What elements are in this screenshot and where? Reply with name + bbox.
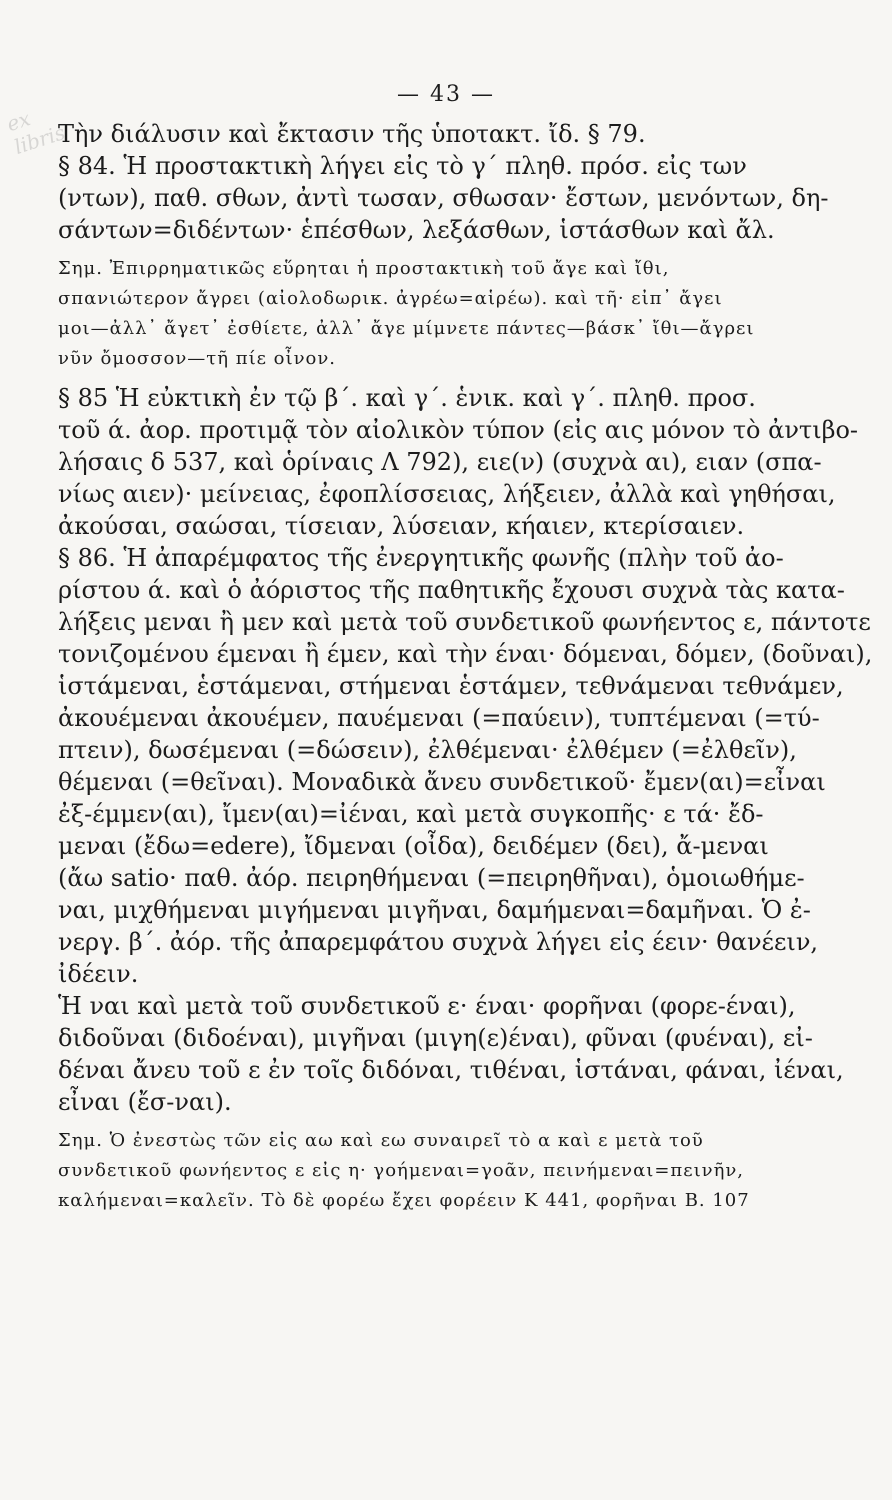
text-line: ρίστου ά. καὶ ὁ ἀόριστος τῆς παθητικῆς ἔχουσι συχνὰ τὰς κατα- <box>58 576 845 604</box>
text-line: θέμεναι (=θεῖναι). Μοναδικὰ ἄνευ συνδετικοῦ· ἔμεν(αι)=εἶναι <box>58 768 826 796</box>
text-block <box>58 118 873 1216</box>
note-line: συνδετικοῦ φωνήεντος ε εἰς η· γοήμεναι=γοᾶν, πεινήμεναι=πεινῆν, <box>58 1160 745 1181</box>
text-line: λήσαις δ 537, καὶ ὁρίναις Λ 792), ειε(ν) (συχνὰ αι), ειαν (σπα- <box>58 448 822 476</box>
note-line: νῦν ὄμοσσον—τῆ πίε οἶνον. <box>58 348 337 369</box>
text-line: § 85 Ἡ εὐκτικὴ ἐν τῷ β´. καὶ γ´. ἑνικ. καὶ γ´. πληθ. προσ. <box>58 384 756 412</box>
note-line: καλήμεναι=καλεῖν. Τὸ δὲ φορέω ἔχει φορέειν Κ 441, φορῆναι Β. 107 <box>58 1190 750 1211</box>
text-line: πτειν), δωσέμεναι (=δώσειν), ἐλθέμεναι· ἐλθέμεν (=ἐλθεῖν), <box>58 736 797 764</box>
text-line: νίως αιεν)· μείνειας, ἐφοπλίσσειας, λήξειεν, ἀλλὰ καὶ γηθήσαι, <box>58 480 836 508</box>
faint-library-stamp: ex libris <box>3 106 68 159</box>
note-84 <box>58 254 755 374</box>
page-number: — 43 — <box>397 82 495 107</box>
text-line: μεναι (ἔδω=edere), ἴδμεναι (οἶδα), δειδέμεν (δει), ἄ-μεναι <box>58 832 769 860</box>
text-line: δέναι ἄνευ τοῦ ε ἐν τοῖς διδόναι, τιθέναι, ἱστάναι, φάναι, ἰέναι, <box>58 1056 844 1084</box>
paragraph-86b <box>58 990 844 1118</box>
paragraph-84 <box>58 150 829 246</box>
text-line: σάντων=διδέντων· ἑπέσθων, λεξάσθων, ἱστάσθων καὶ ἄλ. <box>58 216 775 244</box>
text-line: τοῦ ά. ἀορ. προτιμᾷ τὸν αἰολικὸν τύπον (εἰς αις μόνον τὸ ἀντιβο- <box>58 416 859 444</box>
text-line: ἐξ-έμμεν(αι), ἴμεν(αι)=ἰέναι, καὶ μετὰ συγκοπῆς· ε τά· ἔδ- <box>58 800 764 828</box>
note-line: σπανιώτερον ἄγρει (αἰολοδωρικ. ἀγρέω=αἱρέω). καὶ τῆ· εἰπ᾽ ἄγει <box>58 288 723 309</box>
note-line: Σημ. Ὁ ἐνεστὼς τῶν εἰς αω καὶ εω συναιρεῖ τὸ α καὶ ε μετὰ τοῦ <box>58 1130 704 1151</box>
text-line: § 84. Ἡ προστακτικὴ λήγει εἰς τὸ γ´ πληθ. πρόσ. εἰς των <box>58 152 747 180</box>
text-line: (ἄω satio· παθ. ἀόρ. πειρηθήμεναι (=πειρηθῆναι), ὁμοιωθήμε- <box>58 864 805 892</box>
text-line: ἀκουέμεναι ἀκουέμεν, παυέμεναι (=παύειν), τυπτέμεναι (=τύ- <box>58 704 820 732</box>
text-line: ἱστάμεναι, ἑστάμεναι, στήμεναι ἑστάμεν, τεθνάμεναι τεθνάμεν, <box>58 672 844 700</box>
text-line: διδοῦναι (διδοέναι), μιγῆναι (μιγη(ε)έναι), φῦναι (φυέναι), εἰ- <box>58 1024 813 1052</box>
text-line: § 86. Ἡ ἀπαρέμφατος τῆς ἐνεργητικῆς φωνῆς (πλὴν τοῦ ἀο- <box>58 544 784 572</box>
paragraph-79 <box>58 118 748 150</box>
text-line: ναι, μιχθήμεναι μιγήμεναι μιγῆναι, δαμήμεναι=δαμῆναι. Ὁ ἐ- <box>58 896 811 924</box>
text-line: εἶναι (ἔσ-ναι). <box>58 1088 232 1116</box>
text-line: λήξεις μεναι ἢ μεν καὶ μετὰ τοῦ συνδετικοῦ φωνήεντος ε, πάντοτε <box>58 608 871 636</box>
note-line: Σημ. Ἐπιρρηματικῶς εὕρηται ἡ προστακτικὴ τοῦ ἄγε καὶ ἴθι, <box>58 258 670 279</box>
paragraph-86 <box>58 542 873 990</box>
paragraph-85 <box>58 382 859 542</box>
text-line: τονιζομένου έμεναι ἢ έμεν, καὶ τὴν έναι· δόμεναι, δόμεν, (δοῦναι), <box>58 640 873 668</box>
text-line: ἰδέειν. <box>58 960 139 988</box>
text-line: Ἡ ναι καὶ μετὰ τοῦ συνδετικοῦ ε· έναι· φορῆναι (φορε-έναι), <box>58 992 796 1020</box>
text-line: (ντων), παθ. σθων, ἀντὶ τωσαν, σθωσαν· ἔστων, μενόντων, δη- <box>58 184 829 212</box>
note-line: μοι—ἀλλ᾽ ἄγετ᾽ ἐσθίετε, ἀλλ᾽ ἄγε μίμνετε πάντες—βάσκ᾽ ἴθι—ἄγρει <box>58 318 755 339</box>
note-86 <box>58 1126 748 1216</box>
text-line: ἀκούσαι, σαώσαι, τίσειαν, λύσειαν, κήαιεν, κτερίσαιεν. <box>58 512 745 540</box>
text-line: Τὴν διάλυσιν καὶ ἔκτασιν τῆς ὑποτακτ. ἴδ. § 79. <box>58 120 646 148</box>
text-line: νεργ. β´. ἀόρ. τῆς ἀπαρεμφάτου συχνὰ λήγει εἰς έειν· θανέειν, <box>58 928 819 956</box>
